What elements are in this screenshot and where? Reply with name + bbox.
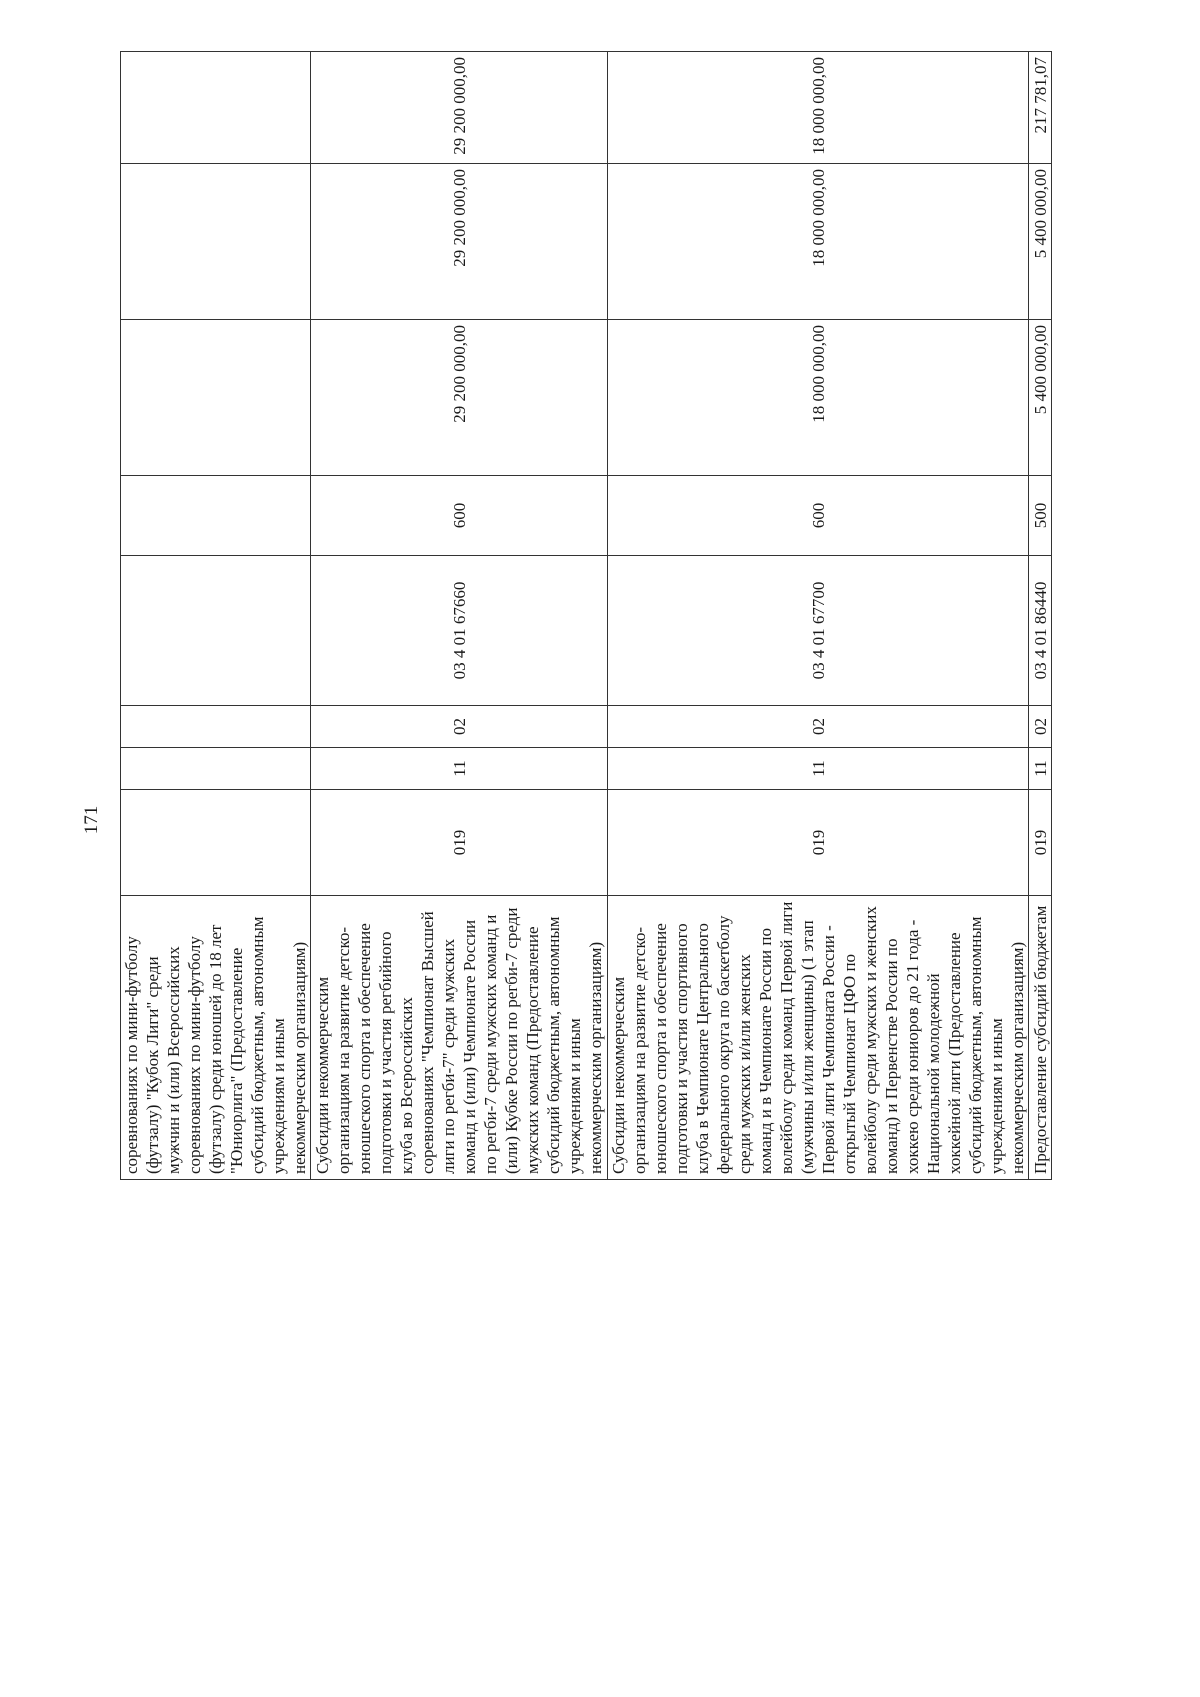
amount-2: 5 400 000,00 (1029, 164, 1052, 320)
row-description: Субсидии некоммерческим организациям на развитие детско-юношеского спорта и обеспечение подготовки и участия регбийного клуба во Всероссийских соревнованиях "Чемпионат Высшей лиги по регби-7" среди мужских команд и (или) Чемпионате России по регби-7 среди мужских команд и (или) Кубке России по регби-7 среди мужских команд (Предоставление субсидий бюджетным, автономным учреждениям и иным некоммерческим организациям) (311, 896, 608, 1180)
table-row (121, 52, 311, 1180)
amount-3: 29 200 000,00 (311, 52, 608, 164)
expense-type-code: 600 (311, 476, 608, 556)
amount-1: 18 000 000,00 (608, 320, 1029, 476)
row-description: Субсидии некоммерческим организациям на развитие детско- юношеского спорта и обеспечение подготовки и участия спортивного клуба в Чемпионате Центрального федерального округа по баскетболу среди мужских и/или женских команд и в Чемпионате России по волейболу среди команд Первой лиги (мужчины и/или женщины) (1 этап Первой лиги Чемпионата России - открытый Чемпионат ЦФО по волейболу среди мужских и женских команд) и Первенстве России по хоккею среди юниоров до 21 года - Национальной молодежной хоккейной лиги (Предоставление субсидий бюджетным, автономным учреждениям и иным некоммерческим организациям) (608, 896, 1029, 1180)
amount-3: 217 781,07 (1029, 52, 1052, 164)
amount-1 (121, 320, 311, 476)
section-code: 11 (1029, 748, 1052, 790)
target-article-code (121, 556, 311, 706)
page-number: 171 (81, 805, 102, 835)
subsection-code (121, 706, 311, 748)
row-description: соревнованиях по мини-футболу (футзалу) "Кубок Лиги" среди мужчин и (или) Всероссийских соревнованиях по мини-футболу (футзалу) среди юношей до 18 лет "Юниорлига" (Предоставление субсидий бюджетным, автономным учреждениям и иным некоммерческим организациям) (121, 896, 311, 1180)
budget-table (120, 51, 1052, 1180)
amount-3: 18 000 000,00 (608, 52, 1029, 164)
subsection-code: 02 (1029, 706, 1052, 748)
ministry-code: 019 (1029, 790, 1052, 896)
ministry-code: 019 (311, 790, 608, 896)
target-article-code: 03 4 01 86440 (1029, 556, 1052, 706)
table-row (311, 52, 608, 1180)
subsection-code: 02 (608, 706, 1029, 748)
amount-2 (121, 164, 311, 320)
amount-2: 29 200 000,00 (311, 164, 608, 320)
expense-type-code (121, 476, 311, 556)
section-code (121, 748, 311, 790)
ministry-code (121, 790, 311, 896)
amount-1: 29 200 000,00 (311, 320, 608, 476)
target-article-code: 03 4 01 67660 (311, 556, 608, 706)
table-row (608, 52, 1029, 1180)
section-code: 11 (311, 748, 608, 790)
section-code: 11 (608, 748, 1029, 790)
amount-1: 5 400 000,00 (1029, 320, 1052, 476)
expense-type-code: 600 (608, 476, 1029, 556)
amount-2: 18 000 000,00 (608, 164, 1029, 320)
amount-3 (121, 52, 311, 164)
target-article-code: 03 4 01 67700 (608, 556, 1029, 706)
table-row (1029, 52, 1052, 1180)
expense-type-code: 500 (1029, 476, 1052, 556)
ministry-code: 019 (608, 790, 1029, 896)
subsection-code: 02 (311, 706, 608, 748)
budget-table-rotated (120, 52, 1096, 1180)
row-description: Предоставление субсидий бюджетам (1029, 896, 1052, 1180)
